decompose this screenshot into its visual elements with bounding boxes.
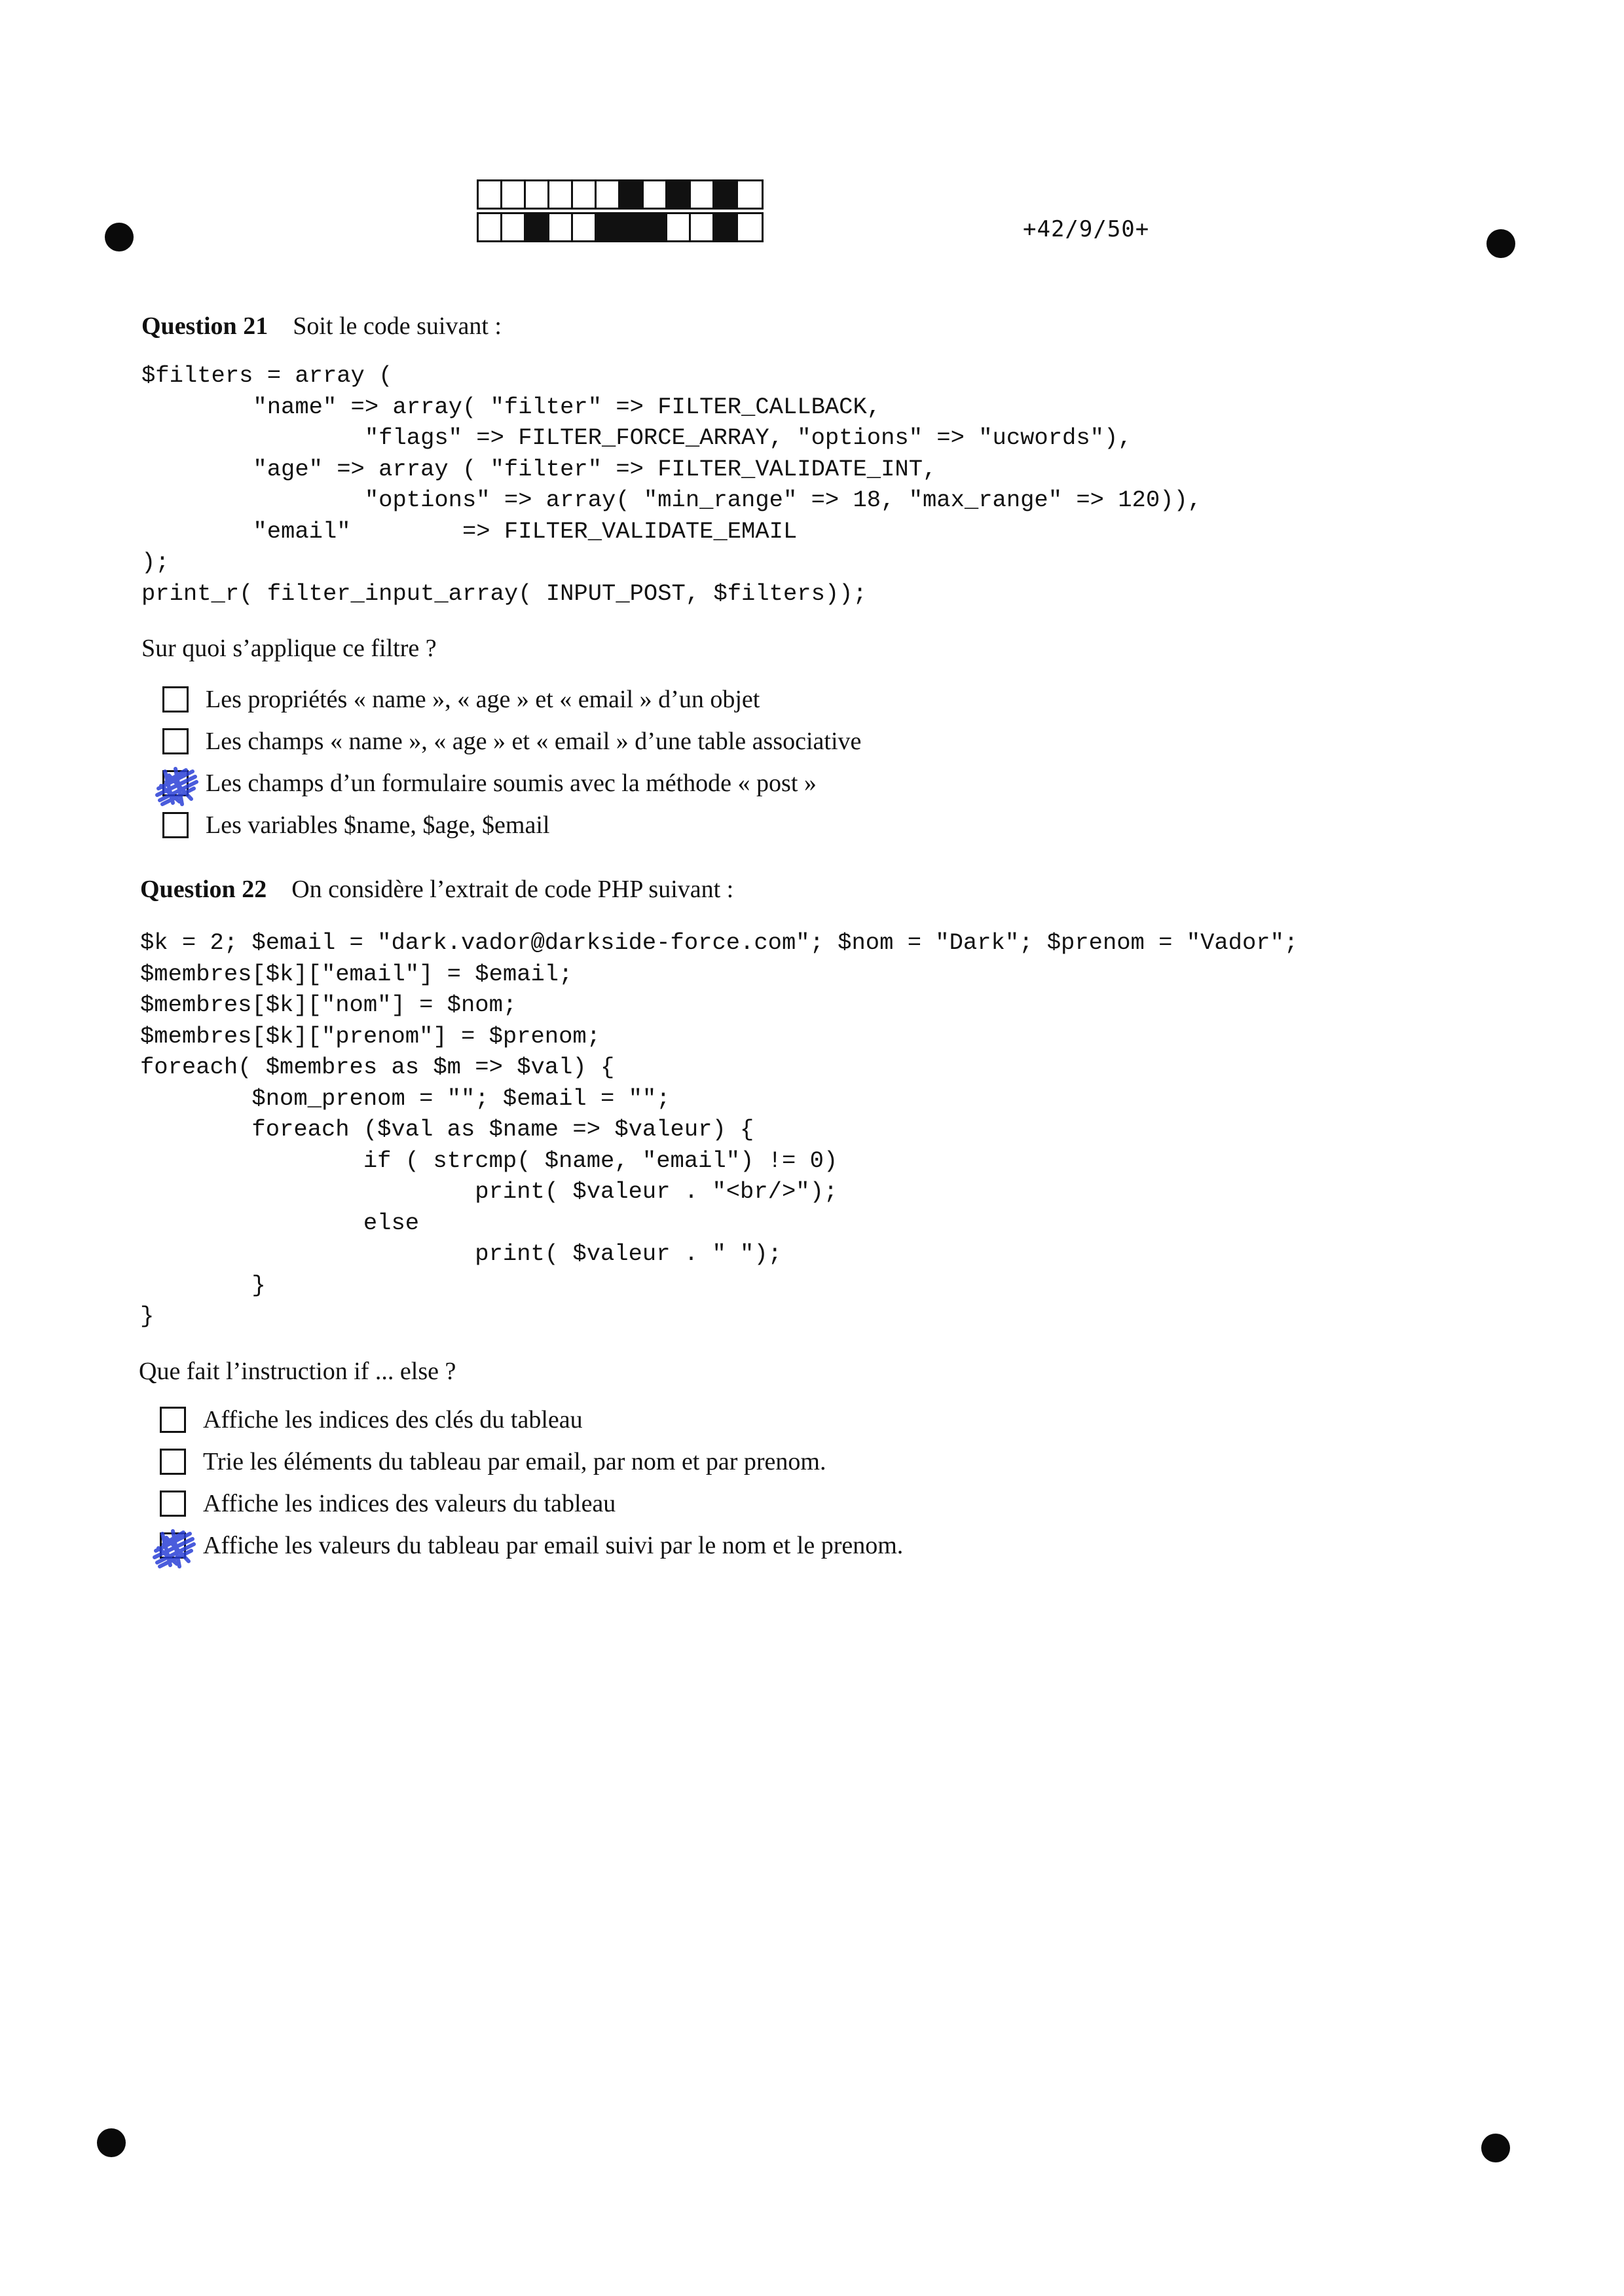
code-line: foreach( $membres as $m => $val) { [140, 1054, 615, 1081]
code-line: "options" => array( "min_range" => 18, "max_range" => 120)), [141, 487, 1202, 513]
barcode-cell [714, 214, 738, 240]
code-line: foreach ($val as $name => $valeur) { [140, 1116, 754, 1143]
checkbox[interactable] [162, 686, 189, 713]
answer-label: Affiche les indices des valeurs du tableau [203, 1490, 616, 1517]
answer-label: Les champs « name », « age » et « email » d’une table associative [206, 728, 862, 755]
barcode-cell [691, 181, 714, 208]
code-line: else [140, 1209, 420, 1236]
registration-mark-top-right [1486, 229, 1515, 258]
answer-label: Trie les éléments du tableau par email, par nom et par prenom. [203, 1448, 826, 1475]
code-line: print( $valeur . " "); [140, 1240, 782, 1267]
barcode-cell [738, 214, 762, 240]
barcode-cell [502, 181, 526, 208]
barcode-cell [573, 214, 597, 240]
code-line: "email" => FILTER_VALIDATE_EMAIL [141, 517, 798, 545]
checkbox[interactable] [162, 812, 189, 838]
code-line: } [140, 1271, 266, 1299]
barcode-cell [526, 214, 549, 240]
checkbox[interactable] [162, 728, 189, 754]
code-line: $membres[$k]["nom"] = $nom; [140, 991, 517, 1018]
code-line: $membres[$k]["email"] = $email; [140, 960, 573, 988]
barcode-cell [667, 214, 691, 240]
answer-label: Affiche les indices des clés du tableau [203, 1406, 583, 1434]
registration-mark-bottom-right [1481, 2134, 1510, 2162]
barcode-cell [549, 181, 573, 208]
pen-scribble-mark [151, 1525, 198, 1569]
code-block [140, 927, 1298, 1332]
page-number: +42/9/50+ [1023, 216, 1150, 242]
checkbox[interactable] [160, 1407, 186, 1433]
code-line: print( $valeur . "<br/>"); [140, 1178, 838, 1205]
answer-label: Les propriétés « name », « age » et « email » d’un objet [206, 686, 760, 713]
checkbox[interactable] [160, 1491, 186, 1517]
checkbox[interactable] [160, 1449, 186, 1475]
code-line: print_r( filter_input_array( INPUT_POST, $filters)); [141, 580, 867, 607]
barcode-cell [620, 181, 644, 208]
question-header [140, 875, 733, 904]
barcode-cell [549, 214, 573, 240]
code-line: $k = 2; $email = "dark.vador@darkside-force.com"; $nom = "Dark"; $prenom = "Vador"; [140, 929, 1299, 956]
question-header [141, 312, 502, 341]
barcode-cell [644, 214, 667, 240]
registration-mark-top-left [105, 223, 134, 251]
code-line: ); [141, 549, 170, 576]
question-intro: On considère l’extrait de code PHP suivant : [291, 876, 734, 903]
answer-label: Les variables $name, $age, $email [206, 811, 550, 839]
code-line: $filters = array ( [141, 362, 393, 389]
pen-scribble-mark [153, 762, 200, 807]
barcode-cell [526, 181, 549, 208]
barcode-row-1 [477, 179, 764, 210]
question-label: Question 22 [140, 876, 267, 903]
question-prompt: Sur quoi s’applique ce filtre ? [141, 635, 437, 662]
barcode-cell [479, 181, 502, 208]
barcode-cell [644, 181, 667, 208]
code-block [141, 360, 1202, 609]
code-line: } [140, 1303, 155, 1329]
barcode-cell [620, 214, 644, 240]
barcode-cell [597, 214, 620, 240]
barcode-row-2 [477, 212, 764, 242]
barcode-cell [691, 214, 714, 240]
question-prompt: Que fait l’instruction if ... else ? [139, 1358, 456, 1385]
question-intro: Soit le code suivant : [293, 312, 502, 340]
code-line: "age" => array ( "filter" => FILTER_VALIDATE_INT, [141, 455, 937, 483]
barcode-cell [479, 214, 502, 240]
barcode-cell [502, 214, 526, 240]
question-label: Question 21 [141, 312, 268, 340]
code-line: $membres[$k]["prenom"] = $prenom; [140, 1022, 601, 1050]
barcode-cell [667, 181, 691, 208]
answer-label: Les champs d’un formulaire soumis avec la méthode « post » [206, 769, 817, 797]
registration-mark-bottom-left [97, 2128, 126, 2157]
barcode-cell [597, 181, 620, 208]
code-line: "flags" => FILTER_FORCE_ARRAY, "options" => "ucwords"), [141, 424, 1132, 451]
barcode-cell [714, 181, 738, 208]
barcode-cell [738, 181, 762, 208]
answer-label: Affiche les valeurs du tableau par email suivi par le nom et le prenom. [203, 1532, 904, 1559]
barcode-cell [573, 181, 597, 208]
code-line: if ( strcmp( $name, "email") != 0) [140, 1147, 838, 1174]
code-line: $nom_prenom = ""; $email = ""; [140, 1084, 671, 1112]
code-line: "name" => array( "filter" => FILTER_CALLBACK, [141, 393, 881, 420]
